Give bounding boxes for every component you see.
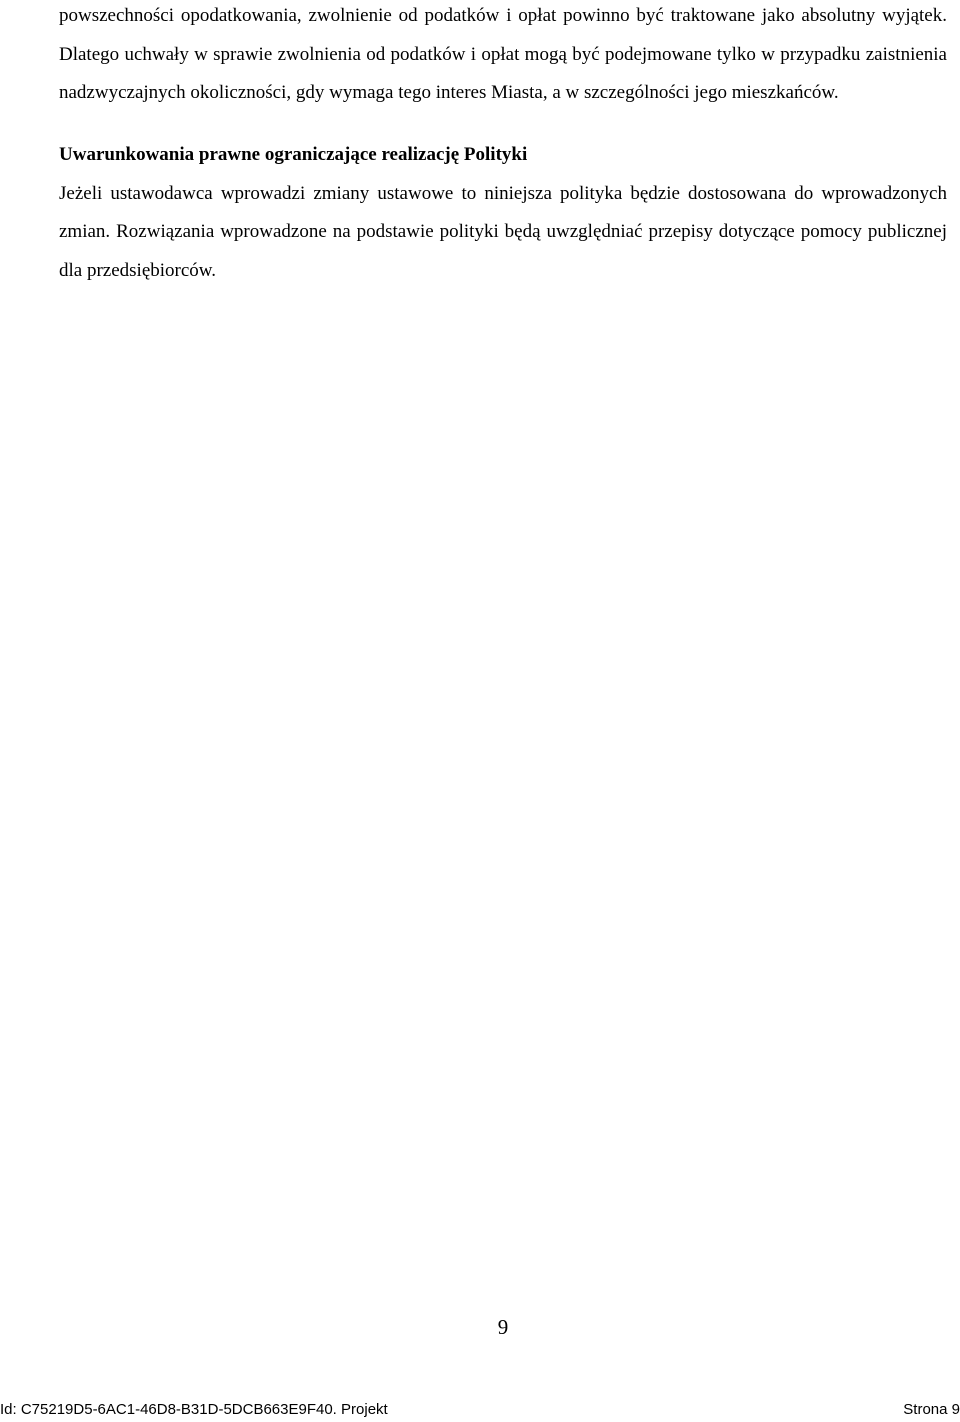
paragraph-legal-conditions: Jeżeli ustawodawca wprowadzi zmiany ustawowe to niniejsza polityka będzie dostosowana do wprowadzonych zmian. Rozwiązania wprowadzone na podstawie polityki będą uwzględniać przepisy dotyczące pomocy publicznej dla przedsiębiorców. — [59, 182, 947, 281]
page-footer — [0, 1398, 960, 1422]
section-heading: Uwarunkowania prawne ograniczające realizację Polityki — [59, 143, 528, 165]
footer-document-id: Id: C75219D5-6AC1-46D8-B31D-5DCB663E9F40. Projekt — [0, 1401, 388, 1418]
document-body — [59, 0, 947, 290]
page-number: 9 — [497, 1315, 509, 1339]
paragraph-continuation: powszechności opodatkowania, zwolnienie od podatków i opłat powinno być traktowane jako absolutny wyjątek. Dlatego uchwały w sprawie zwolnienia od podatków i opłat mogą być podejmowane tylko w przypadku zaistnienia nadzwyczajnych okoliczności, gdy wymaga tego interes Miasta, a w szczególności jego mieszkańców. — [59, 5, 947, 103]
footer-page-label: Strona 9 — [903, 1401, 960, 1418]
